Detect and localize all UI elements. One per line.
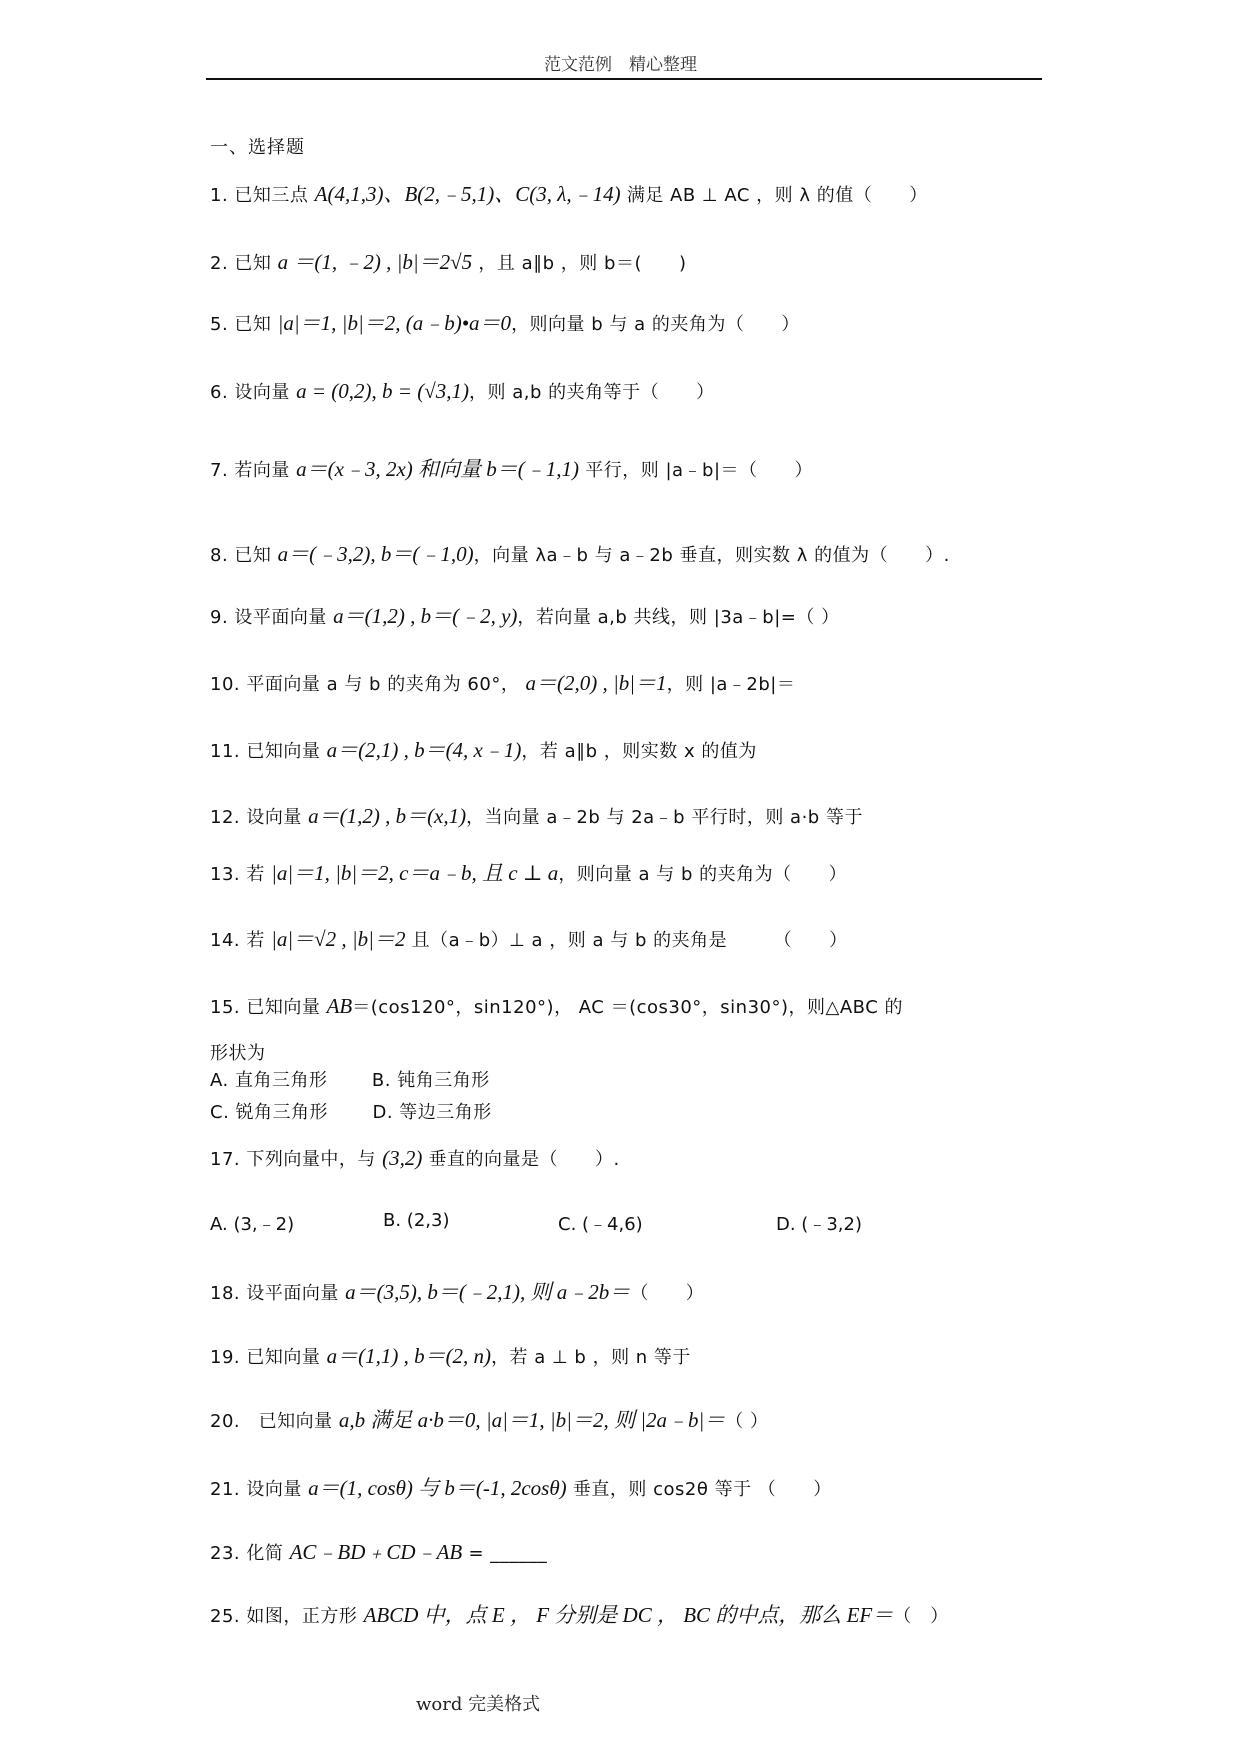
q7-tail: 平行，则 |a﹣b|＝（ ） xyxy=(579,460,814,481)
q11-math: a＝(2,1) , b＝(4, x﹣1) xyxy=(326,738,522,762)
q11-tail: ，若 a∥b ，则实数 x 的值为 xyxy=(521,741,757,762)
question-q15 xyxy=(210,993,903,1019)
q21-text: 21. 设向量 xyxy=(210,1479,309,1500)
q7-text: 7. 若向量 xyxy=(210,460,297,481)
q23-tail: = ______ xyxy=(462,1543,548,1564)
q6-tail: ，则 a,b 的夹角等于（ ） xyxy=(468,382,715,403)
q10-math: a＝(2,0) , |b|＝1 xyxy=(525,671,667,695)
q1-text: 1. 已知三点 xyxy=(210,185,315,206)
q17-math: (3,2) xyxy=(382,1146,423,1170)
q21-math: a＝(1, cosθ) 与 b＝(-1, 2cosθ) xyxy=(308,1476,567,1500)
question-q8 xyxy=(210,538,950,568)
q19-tail: ，若 a ⊥ b ，则 n 等于 xyxy=(491,1347,691,1368)
question-q13 xyxy=(210,857,847,887)
q15-text: 15. 已知向量 xyxy=(210,997,327,1018)
q17-option-a: A. (3,﹣2) xyxy=(210,1214,295,1235)
q6-math: a = (0,2), b = (√3,1) xyxy=(296,379,469,403)
question-q18 xyxy=(210,1276,704,1306)
page-header: 范文范例 精心整理 xyxy=(544,55,697,75)
q9-math: a＝(1,2) , b＝(﹣2, y) xyxy=(333,604,518,628)
q13-text: 13. 若 xyxy=(210,864,272,885)
q17-option-b: B. (2,3) xyxy=(383,1210,450,1231)
q12-math: a＝(1,2) , b＝(x,1) xyxy=(308,804,467,828)
q10-text: 10. 平面向量 a 与 b 的夹角为 60°， xyxy=(210,674,526,695)
q15-math: AB xyxy=(326,994,353,1018)
question-q9 xyxy=(210,600,840,630)
q8-math: a＝(﹣3,2), b＝(﹣1,0) xyxy=(277,542,474,566)
q23-text: 23. 化简 xyxy=(210,1543,290,1564)
q11-text: 11. 已知向量 xyxy=(210,741,327,762)
q18-math: a＝(3,5), b＝(﹣2,1), 则 a﹣2b＝ xyxy=(345,1280,631,1304)
question-q19 xyxy=(210,1340,691,1370)
q17-tail: 垂直的向量是（ ）. xyxy=(422,1149,620,1170)
q13-tail: ，则向量 a 与 b 的夹角为（ ） xyxy=(558,864,848,885)
q10-tail: ，则 |a﹣2b|＝ xyxy=(666,674,796,695)
section-title: 一、选择题 xyxy=(210,137,305,158)
q25-math: ABCD 中，点 E ， F 分别是 DC ， BC 的中点，那么 EF＝ xyxy=(363,1603,894,1627)
q9-text: 9. 设平面向量 xyxy=(210,607,334,628)
q15-option-b: B. 钝角三角形 xyxy=(371,1070,490,1091)
q2-text: 2. 已知 xyxy=(210,253,278,274)
q15-tail: ＝(cos120°，sin120°)， AC ＝(cos30°，sin30°)，则△ABC 的 xyxy=(352,997,903,1018)
question-q2 xyxy=(210,246,687,276)
q7-math: a＝(x﹣3, 2x) 和向量 b＝(﹣1,1) xyxy=(296,457,579,481)
q15-option-c: C. 锐角三角形 xyxy=(210,1102,329,1123)
question-q7 xyxy=(210,453,813,483)
question-q6 xyxy=(210,378,715,404)
q6-text: 6. 设向量 xyxy=(210,382,297,403)
q12-tail: ，当向量 a﹣2b 与 2a﹣b 平行时，则 a·b 等于 xyxy=(466,807,863,828)
q18-tail: （ ） xyxy=(630,1283,705,1304)
q2-tail: ，且 a∥b ，则 b＝( ) xyxy=(472,253,687,274)
q5-math: |a|＝1, |b|＝2, (a﹣b)•a＝0 xyxy=(277,311,512,335)
q5-text: 5. 已知 xyxy=(210,314,278,335)
q2-math: a ＝(1, ﹣2) , |b|＝2√5 xyxy=(277,250,473,274)
q15-options-row2 xyxy=(210,1098,492,1124)
question-q12 xyxy=(210,800,863,830)
question-q20 xyxy=(210,1404,768,1434)
header-divider xyxy=(206,78,1042,80)
q13-math: |a|＝1, |b|＝2, c＝a﹣b, 且 c ⊥ a xyxy=(271,861,559,885)
question-17 xyxy=(210,1145,620,1171)
q20-tail: （ ） xyxy=(725,1411,769,1432)
q15-option-a: A. 直角三角形 xyxy=(210,1070,328,1091)
q15b-text: 形状为 xyxy=(210,1043,266,1064)
q21-tail: 垂直，则 cos2θ 等于 （ ） xyxy=(566,1479,832,1500)
q23-math: AC﹣BD﹢CD﹣AB xyxy=(289,1540,463,1564)
q18-text: 18. 设平面向量 xyxy=(210,1283,346,1304)
question-q25 xyxy=(210,1599,949,1629)
q17-option-c: C. (﹣4,6) xyxy=(558,1214,643,1235)
question-q10 xyxy=(210,667,795,697)
q25-text: 25. 如图，正方形 xyxy=(210,1606,364,1627)
q12-text: 12. 设向量 xyxy=(210,807,309,828)
q20-math: a,b 满足 a·b＝0, |a|＝1, |b|＝2, 则 |2a﹣b|＝ xyxy=(338,1408,726,1432)
q14-text: 14. 若 xyxy=(210,930,272,951)
q8-tail: ，向量 λa﹣b 与 a﹣2b 垂直，则实数 λ 的值为（ ）. xyxy=(473,545,950,566)
question-q23 xyxy=(210,1536,547,1566)
q15-option-d: D. 等边三角形 xyxy=(372,1102,492,1123)
q19-math: a＝(1,1) , b＝(2, n) xyxy=(326,1344,492,1368)
q20-text: 20. 已知向量 xyxy=(210,1411,339,1432)
q8-text: 8. 已知 xyxy=(210,545,278,566)
q19-text: 19. 已知向量 xyxy=(210,1347,327,1368)
q25-tail: （ ） xyxy=(893,1606,949,1627)
q17-text: 17. 下列向量中，与 xyxy=(210,1149,383,1170)
q17-option-d: D. (﹣3,2) xyxy=(776,1214,862,1235)
question-q14 xyxy=(210,923,848,953)
q1-tail: 满足 AB ⊥ AC ，则 λ 的值（ ） xyxy=(620,185,928,206)
q14-tail: 且（a﹣b）⊥ a ，则 a 与 b 的夹角是 （ ） xyxy=(405,930,848,951)
question-q15b xyxy=(210,1039,266,1065)
q9-tail: ，若向量 a,b 共线，则 |3a﹣b|=（ ） xyxy=(517,607,840,628)
q1-math: A(4,1,3)、B(2,﹣5,1)、C(3, λ,﹣14) xyxy=(314,182,621,206)
page-footer: word 完美格式 xyxy=(416,1694,541,1715)
q5-tail: ，则向量 b 与 a 的夹角为（ ） xyxy=(511,314,800,335)
question-q5 xyxy=(210,307,800,337)
question-q11 xyxy=(210,734,757,764)
q15-options-row1 xyxy=(210,1066,490,1092)
question-q1 xyxy=(210,178,928,208)
q14-math: |a|＝√2 , |b|＝2 xyxy=(271,927,406,951)
question-q21 xyxy=(210,1472,832,1502)
